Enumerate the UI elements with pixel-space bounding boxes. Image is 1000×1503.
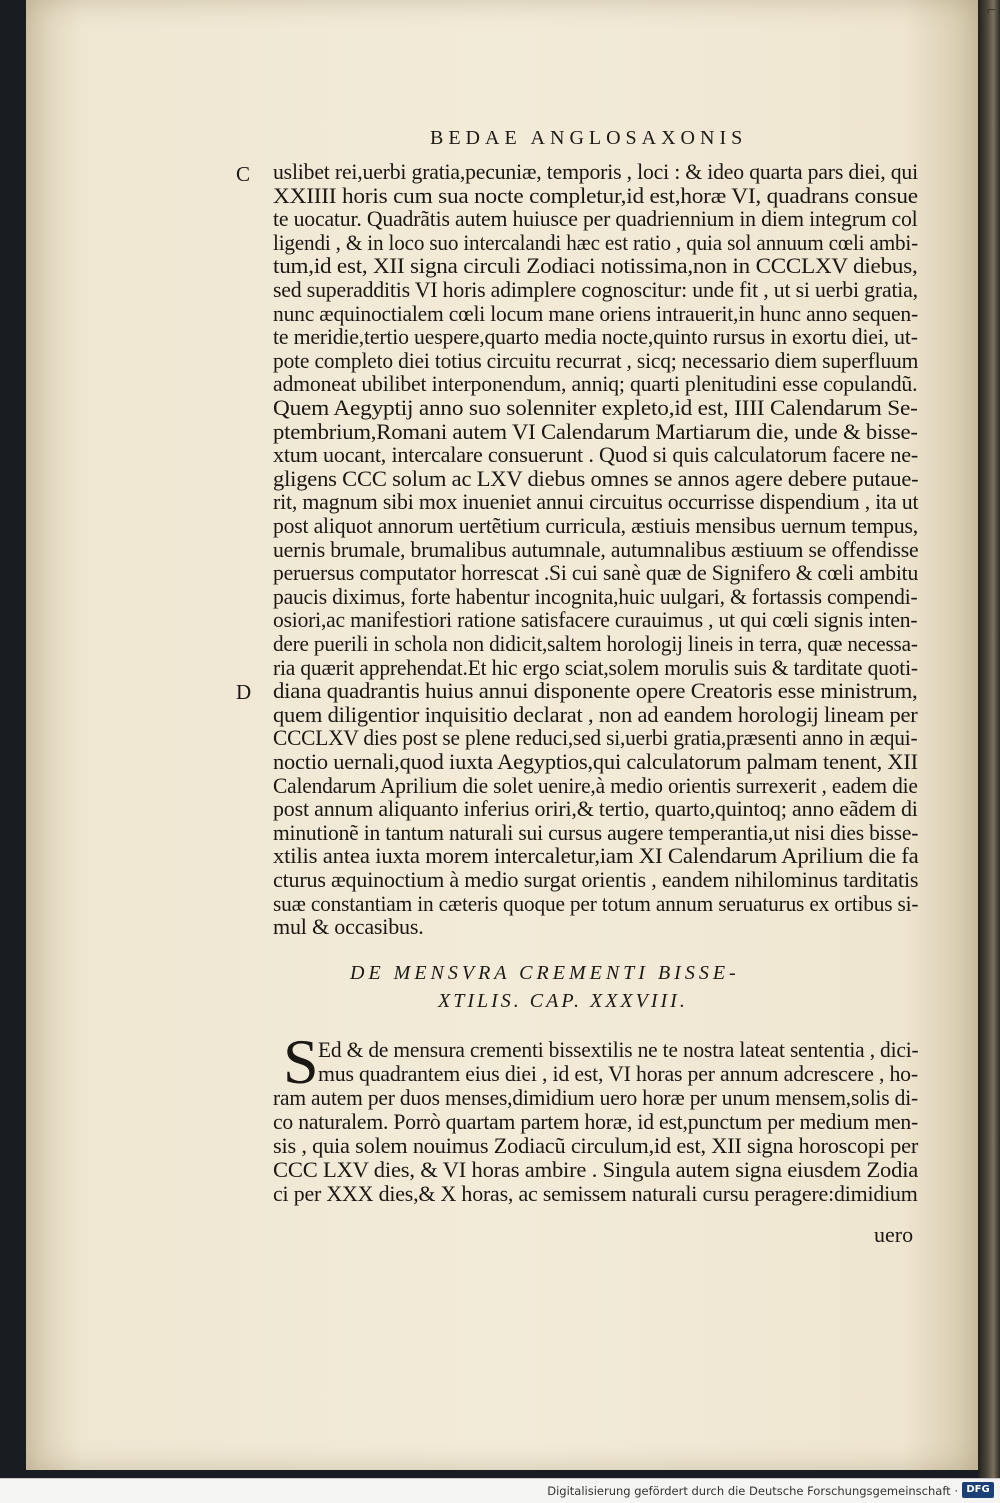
edge-mark: ⌐ — [986, 2, 996, 19]
chapter-text-line: ci per XXX dies,& X horas, ac semissem naturali cursu peragere:dimidium — [273, 1181, 918, 1206]
running-head: BEDAE ANGLOSAXONIS — [430, 127, 748, 149]
text-line: admoneat ubilibet interponendum, anniq; quarti plenitudini esse copulandũ. — [273, 371, 918, 397]
drop-cap: S — [283, 1026, 319, 1097]
text-line: Calendarum Aprilium die solet uenire,à medio orientis surrexerit , eadem die — [273, 772, 918, 798]
dfg-logo: DFG — [962, 1482, 994, 1498]
chapter-heading-line-2: XTILIS. CAP. XXXVIII. — [438, 990, 688, 1012]
chapter-heading-line-1: DE MENSVRA CREMENTI BISSE- — [350, 962, 740, 984]
text-line: nunc æquinoctialem cœli locum mane oriens intrauerit,in hunc anno sequen- — [273, 300, 918, 326]
adjacent-page-edge — [978, 0, 1000, 1478]
text-line: xtum uocant, intercalare consuerunt . Quod si quis calculatorum facere ne- — [273, 442, 919, 468]
text-line: te uocatur. Quadrãtis autem huiusce per quadriennium in diem integrum col — [273, 206, 918, 232]
text-line: suæ constantiam in cæteris quoque per totum annum seruaturus ex ortibus si- — [273, 890, 919, 916]
chapter-text-line: CCC LXV dies, & VI horas ambire . Singula autem signa eiusdem Zodia — [273, 1157, 919, 1182]
text-line: uslibet rei,uerbi gratia,pecuniæ, temporis , loci : & ideo quarta pars diei, qui — [273, 159, 918, 184]
text-line: xtilis antea iuxta morem intercaletur,iam XI Calendarum Aprilium die fa — [273, 843, 919, 869]
chapter-text-line: mus quadrantem eius diei , id est, VI horas per annum adcrescere , ho- — [318, 1061, 918, 1086]
text-line: minutionẽ in tantum naturali sui cursus augere temperantia,ut nisi dies bisse- — [273, 819, 919, 845]
text-line: diana quadrantis huius annui disponente opere Creatoris esse ministrum, — [273, 678, 918, 704]
text-line: tum,id est, XII signa circuli Zodiaci notissima,non in CCCLXV diebus, — [273, 253, 918, 279]
chapter-text-line: sis , quia solem nouimus Zodiacũ circulum,id est, XII signa horoscopi per — [273, 1133, 919, 1158]
text-line: XXIIII horis cum sua nocte completur,id est,horæ VI, quadrans consue — [273, 182, 918, 208]
chapter-text-line: Ed & de mensura crementi bissextilis ne te nostra lateat sententia , dici- — [318, 1037, 919, 1062]
text-line: te meridie,tertio uespere,quarto media nocte,quinto rursus in exortu diei, ut- — [273, 324, 918, 350]
text-line: paucis diximus, forte habentur incognita,huic uulgari, & fortassis compendi- — [273, 583, 918, 609]
footer-text: Digitalisierung gefördert durch die Deutsche Forschungsgemeinschaft · — [547, 1484, 958, 1498]
text-line: ligendi , & in loco suo intercalandi hæc est ratio , quia sol annuum cœli ambi- — [273, 229, 918, 255]
text-line: peruersus computator horrescat .Si cui sanè quæ de Signifero & cœli ambitu — [273, 560, 919, 586]
text-line: ptembrium,Romani autem VI Calendarum Martiarum die, unde & bisse- — [273, 418, 918, 444]
text-line: quem diligentior inquisitio declarat , non ad eandem horologij lineam per — [273, 701, 918, 727]
text-line: noctio uernali,quod iuxta Aegyptios,qui calculatorum palmam tenent, XII — [273, 749, 918, 774]
text-line: post annum aliquanto inferius oriri,& tertio, quarto,quintoq; anno eãdem di — [273, 796, 918, 822]
text-line: pote completo diei totius circuitu recurrat , sicq; necessario diem superfluum — [273, 347, 919, 373]
margin-letter-c: C — [236, 162, 251, 186]
text-line: gligens CCC solum ac LXV diebus omnes se annos agere debere putaue- — [273, 465, 919, 491]
text-line: osiori,ac manifestiori ratione satisfacere curauimus , ut qui cœli signis inten- — [273, 607, 918, 633]
text-line: mul & occasibus. — [273, 914, 424, 940]
chapter-text-line: ram autem per duos menses,dimidium uero horæ per unum mensem,solis di- — [273, 1085, 918, 1110]
text-line: uernis brumale, brumalibus autumnale, autumnalibus æstiuum se offendisse — [273, 536, 919, 562]
text-line: cturus æquinoctium à medio surgat orientis , eandem nihilominus tarditatis — [273, 867, 919, 892]
catchword: uero — [874, 1222, 914, 1247]
margin-letter-d: D — [236, 680, 252, 704]
text-line: dere puerili in schola non didicit,saltem horologij lineis in terra, quæ necessa- — [273, 631, 918, 656]
chapter-text-line: co naturalem. Porrò quartam partem horæ, id est,punctum per medium men- — [273, 1109, 919, 1134]
footer-bar — [0, 1478, 1000, 1503]
text-line: CCCLXV dies post se plene reduci,sed si,uerbi gratia,præsenti anno in æqui- — [273, 725, 918, 751]
text-line: rit, magnum sibi mox inueniet annui circuitus occurrisse dispendium , ita ut — [273, 489, 919, 515]
text-line: sed superadditis VI horis adimplere cognoscitur: unde fit , ut si uerbi gratia, — [273, 277, 918, 302]
text-line: Quem Aegyptij anno suo solenniter expleto,id est, IIII Calendarum Se- — [273, 395, 918, 420]
text-line: ria quærit apprehendat.Et hic ergo sciat,solem morulis suis & tarditate quoti- — [273, 654, 918, 680]
text-line: post aliquot annorum uertẽtium curricula, æstiuis mensibus uernum tempus, — [273, 513, 918, 538]
